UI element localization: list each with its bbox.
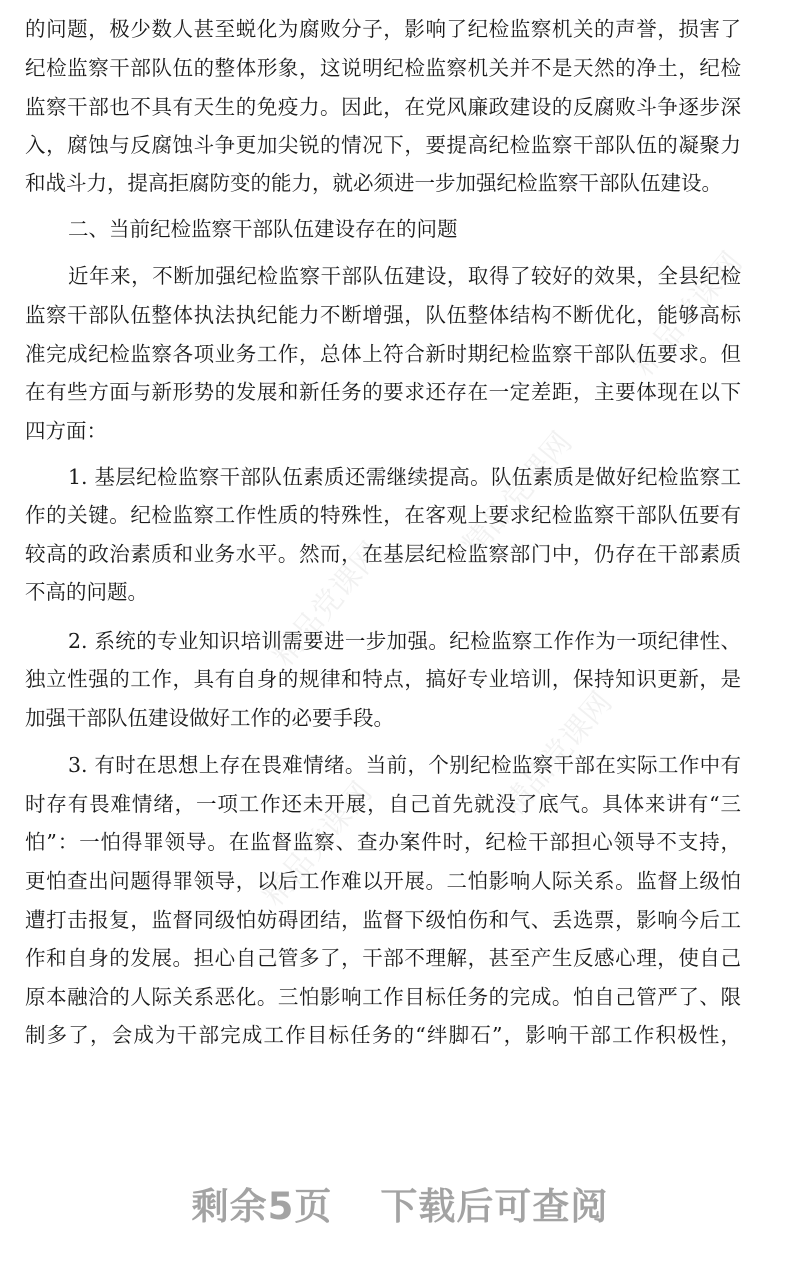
watermark: 精品党课网 bbox=[626, 245, 750, 383]
text-line: 的问题，极少数人甚至蜕化为腐败分子，影响了纪检监察机关的声誉，损害了 bbox=[25, 17, 741, 41]
watermark: 精品党课网 bbox=[496, 685, 620, 823]
text-line: 入，腐蚀与反腐蚀斗争更加尖锐的情况下，要提高纪检监察干部队伍的凝聚力 bbox=[25, 133, 741, 157]
text-line: 3. 有时在思想上存在畏难情绪。当前，个别纪检监察干部在实际工作中有 bbox=[68, 753, 741, 777]
text-line: 较高的政治素质和业务水平。然而，在基层纪检监察部门中，仍存在干部素质 bbox=[25, 542, 741, 566]
text-line: 监察干部也不具有天生的免疫力。因此，在党风廉政建设的反腐败斗争逐步深 bbox=[25, 95, 741, 119]
watermark: 精品党课网 bbox=[266, 535, 390, 673]
text-line: 时存有畏难情绪，一项工作还未开展，自己首先就没了底气。具体来讲有“三 bbox=[25, 792, 741, 816]
text-line: 更怕查出问题得罪领导，以后工作难以开展。二怕影响人际关系。监督上级怕 bbox=[25, 869, 741, 893]
text-line: 纪检监察干部队伍的整体形象，这说明纪检监察机关并不是天然的净土，纪检 bbox=[25, 56, 741, 80]
remaining-pages-label: 剩余5页 bbox=[191, 1185, 333, 1228]
text-line: 2. 系统的专业知识培训需要进一步加强。纪检监察工作作为一项纪律性、 bbox=[68, 629, 741, 653]
text-line: 作的关键。纪检监察工作性质的特殊性，在客观上要求纪检监察干部队伍要有 bbox=[25, 503, 741, 527]
text-line: 原本融洽的人际关系恶化。三怕影响工作目标任务的完成。怕自己管严了、限 bbox=[25, 985, 741, 1009]
text-line: 监察干部队伍整体执法执纪能力不断增强，队伍整体结构不断优化，能够高标 bbox=[25, 303, 741, 327]
text-line: 准完成纪检监察各项业务工作，总体上符合新时期纪检监察干部队伍要求。但 bbox=[25, 342, 741, 366]
download-hint-label: 下载后可查阅 bbox=[380, 1185, 609, 1228]
text-line: 作和自身的发展。担心自己管多了，干部不理解，甚至产生反感心理，使自己 bbox=[25, 946, 741, 970]
watermark: 精品党课网 bbox=[256, 775, 380, 913]
text-line: 怕”：一怕得罪领导。在监督监察、查办案件时，纪检干部担心领导不支持， bbox=[25, 830, 741, 854]
text-line: 制多了，会成为干部完成工作目标任务的“绊脚石”，影响干部工作积极性， bbox=[25, 1023, 741, 1047]
text-line: 四方面： bbox=[25, 419, 107, 443]
download-prompt[interactable] bbox=[0, 1176, 800, 1230]
text-line: 不高的问题。 bbox=[25, 580, 148, 604]
text-line: 和战斗力，提高拒腐防变的能力，就必须进一步加强纪检监察干部队伍建设。 bbox=[25, 171, 722, 195]
text-line: 1. 基层纪检监察干部队伍素质还需继续提高。队伍素质是做好纪检监察工 bbox=[68, 465, 741, 489]
watermark: 精品党课网 bbox=[456, 425, 580, 563]
text-line: 加强干部队伍建设做好工作的必要手段。 bbox=[25, 706, 394, 730]
text-line: 遭打击报复，监督同级怕妨碍团结，监督下级怕伤和气、丢选票，影响今后工 bbox=[25, 908, 741, 932]
section-heading: 二、当前纪检监察干部队伍建设存在的问题 bbox=[68, 217, 458, 241]
text-line: 在有些方面与新形势的发展和新任务的要求还存在一定差距，主要体现在以下 bbox=[25, 380, 741, 404]
text-line: 独立性强的工作，具有自身的规律和特点，搞好专业培训，保持知识更新，是 bbox=[25, 667, 741, 691]
text-line: 近年来，不断加强纪检监察干部队伍建设，取得了较好的效果，全县纪检 bbox=[68, 264, 741, 288]
